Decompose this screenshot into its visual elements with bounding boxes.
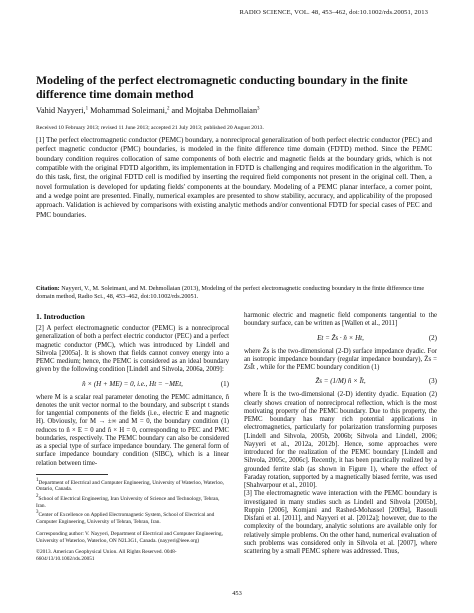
equation-number: (3)	[428, 377, 437, 386]
paper-title: Modeling of the perfect electromagnetic conducting boundary in the finite difference time domain method	[36, 73, 408, 101]
equation-expression: n̂ × (H + ME) = 0, i.e., Ht = −MEt,	[82, 379, 183, 388]
author-affiliation-mark: 2	[167, 106, 170, 112]
equation-expression: Z̄s = (1/M) n̂ × Īt,	[315, 377, 366, 386]
copyright: ©2013. American Geophysical Union. All Rights Reserved. 0048-6604/13/10.1002/rds.20051	[36, 549, 177, 563]
citation-label: Citation:	[36, 285, 60, 292]
footnote: $^3$Center of Excellence on Applied Electromagnetic System, School of Electrical and Computer Engineering, University of Tehran, Tehran, Iran.	[36, 510, 215, 526]
page-number: 453	[232, 590, 242, 597]
author-name: and Mojtaba Dehmollaian	[169, 106, 258, 115]
author-affiliation-mark: 1	[85, 106, 89, 112]
paragraph: where M is a scalar real parameter denoting the PEMC admittance, n̂ denotes the unit vector normal to the boundary, and subscript t stands for tangential components of the fields (i.e., electric E and magnetic H). Obviously, for M → ±∞ and M = 0, the boundary condition (1) reduces to n̂ × E = 0 and n̂ × H = 0, corresponding to PEC and PMC boundaries, respectively. The PEMC boundary can also be considered as a special type of surface impedance boundary. The general form of surface impedance boundary condition (SIBC), which is a linear relation between time-	[36, 393, 229, 467]
footnote: $^2$School of Electrical Engineering, Iran University of Science and Technology, Tehran, Iran.	[36, 494, 220, 509]
author-name: Vahid Nayyeri,	[36, 106, 86, 115]
left-column	[36, 312, 229, 564]
equation	[36, 380, 229, 389]
paragraph: where Z̄s is the two-dimensional (2-D) surface impedance dyadic. For an isotropic impedance boundary (regular impedance boundary), Z̄s = ZsĪt , while for the PEMC boundary condition (1)	[244, 347, 437, 371]
equation	[244, 334, 437, 343]
author-name: Mohammad Soleimani,	[88, 106, 167, 115]
footnote-divider	[36, 474, 108, 475]
citation	[36, 285, 432, 302]
equation-number: (2)	[428, 333, 437, 342]
section-heading: 1. Introduction	[36, 312, 85, 321]
citation-text: Nayyeri, V., M. Soleimani, and M. Dehmollaian (2013), Modeling of the perfect electromagnetic conducting boundary in the finite difference time domain method, Radio Sci., 48, 453–462, doi:10.1002/rds.20051.	[36, 285, 425, 301]
paragraph: where Īt is the two-dimensional (2-D) identity dyadic. Equation (2) clearly shows creation of nonreciprocal reflection, which is the most motivating property of the PEMC boundary. Due to this property, the PEMC boundary has many rich potential applications in electromagnetics, particularly for polarization transforming purposes [Lindell and Sihvola, 2005b, 2006b; Sihvola and Lindell, 2006; Nayyeri et al., 2012a, 2012b]. Hence, some approaches were introduced for the realization of the PEMC boundary [Lindell and Sihvola, 2005c, 2006c]. Recently, it has been practically realized by a grounded ferrite slab (as shown in Figure 1), where the effect of Faraday rotation, supported by a magnetically biased ferrite, was used [Shahvarpour et al., 2010].	[244, 391, 437, 489]
equation	[244, 377, 437, 386]
received-dates: Received 10 February 2013; revised 11 June 2013; accepted 21 July 2013; published 20 August 2013.	[36, 125, 264, 131]
paragraph: harmonic electric and magnetic field components tangential to the boundary surface, can be written as [Wallen et al., 2011]	[244, 312, 437, 328]
running-head: RADIO SCIENCE, VOL. 48, 453–462, doi:10.1002/rds.20051, 2013	[239, 9, 428, 16]
author-affiliation-mark: 3	[257, 106, 260, 112]
equation-number: (1)	[220, 379, 229, 388]
footnote: $^1$Department of Electrical and Computer Engineering, University of Waterloo, Waterloo, Ontario, Canada.	[36, 477, 224, 493]
equation-expression: Et = Z̄s · n̂ × Ht,	[317, 333, 364, 342]
right-column	[244, 312, 437, 556]
abstract: [1] The perfect electromagnetic conductor (PEMC) boundary, a nonreciprocal generalization of both perfect electric conductor (PEC) and perfect magnetic conductor (PMC) boundaries, is modeled in the finite difference time domain (FDTD) method. Since the PEMC boundary condition requires collocation of same components of both electric and magnetic fields at the boundary grids, which is not compatible with the original FDTD algorithm, its implementation in FDTD is challenging and requires modification in the algorithm. To do this task, first, the original FDTD cell is modified by inserting the required field components not present in the original cell. Then, a novel formulation is developed for updating fields' components at the boundary. Modeling of a PEMC planar interface, a corner point, and a wedge point are presented. Finally, numerical examples are presented to show stability, accuracy, and applicability of the proposed approach. Validation is achieved by comparisons with existing analytic methods and/or conventional FDTD for special cases of PEC and PMC boundaries.	[36, 136, 432, 219]
paragraph: [3] The electromagnetic wave interaction with the PEMC boundary is investigated in many studies such as Lindell and Sihvola [2005b], Ruppin [2006], Komjani and Rashed-Mohassel [2009a], Rasouli Disfani et al. [2011], and Nayyeri et al. [2012a]; however, due to the complexity of the boundary, analytic solutions are available only for relatively simple problems. On the other hand, numerical evaluation of such problems was considered only in Sihvola et al. [2007], where scattering by a small PEMC sphere was addressed. Thus,	[244, 490, 437, 555]
author-list	[36, 106, 260, 115]
paragraph: [2] A perfect electromagnetic conductor (PEMC) is a nonreciprocal generalization of both a perfect electric conductor (PEC) and a perfect magnetic conductor (PMC), which was introduced by Lindell and Sihvola [2005a]. It is shown that fields cannot convey energy into a PEMC medium; hence, the PEMC is considered as an ideal boundary given by the following condition [Lindell and Sihvola, 2006a, 2009]:	[36, 325, 229, 374]
corresponding-author: Corresponding author: V. Nayyeri, Department of Electrical and Computer Engineering, University of Waterloo, Waterloo, ON N2L3G1, Canada. (nayyeri@ieee.org)	[36, 530, 223, 544]
